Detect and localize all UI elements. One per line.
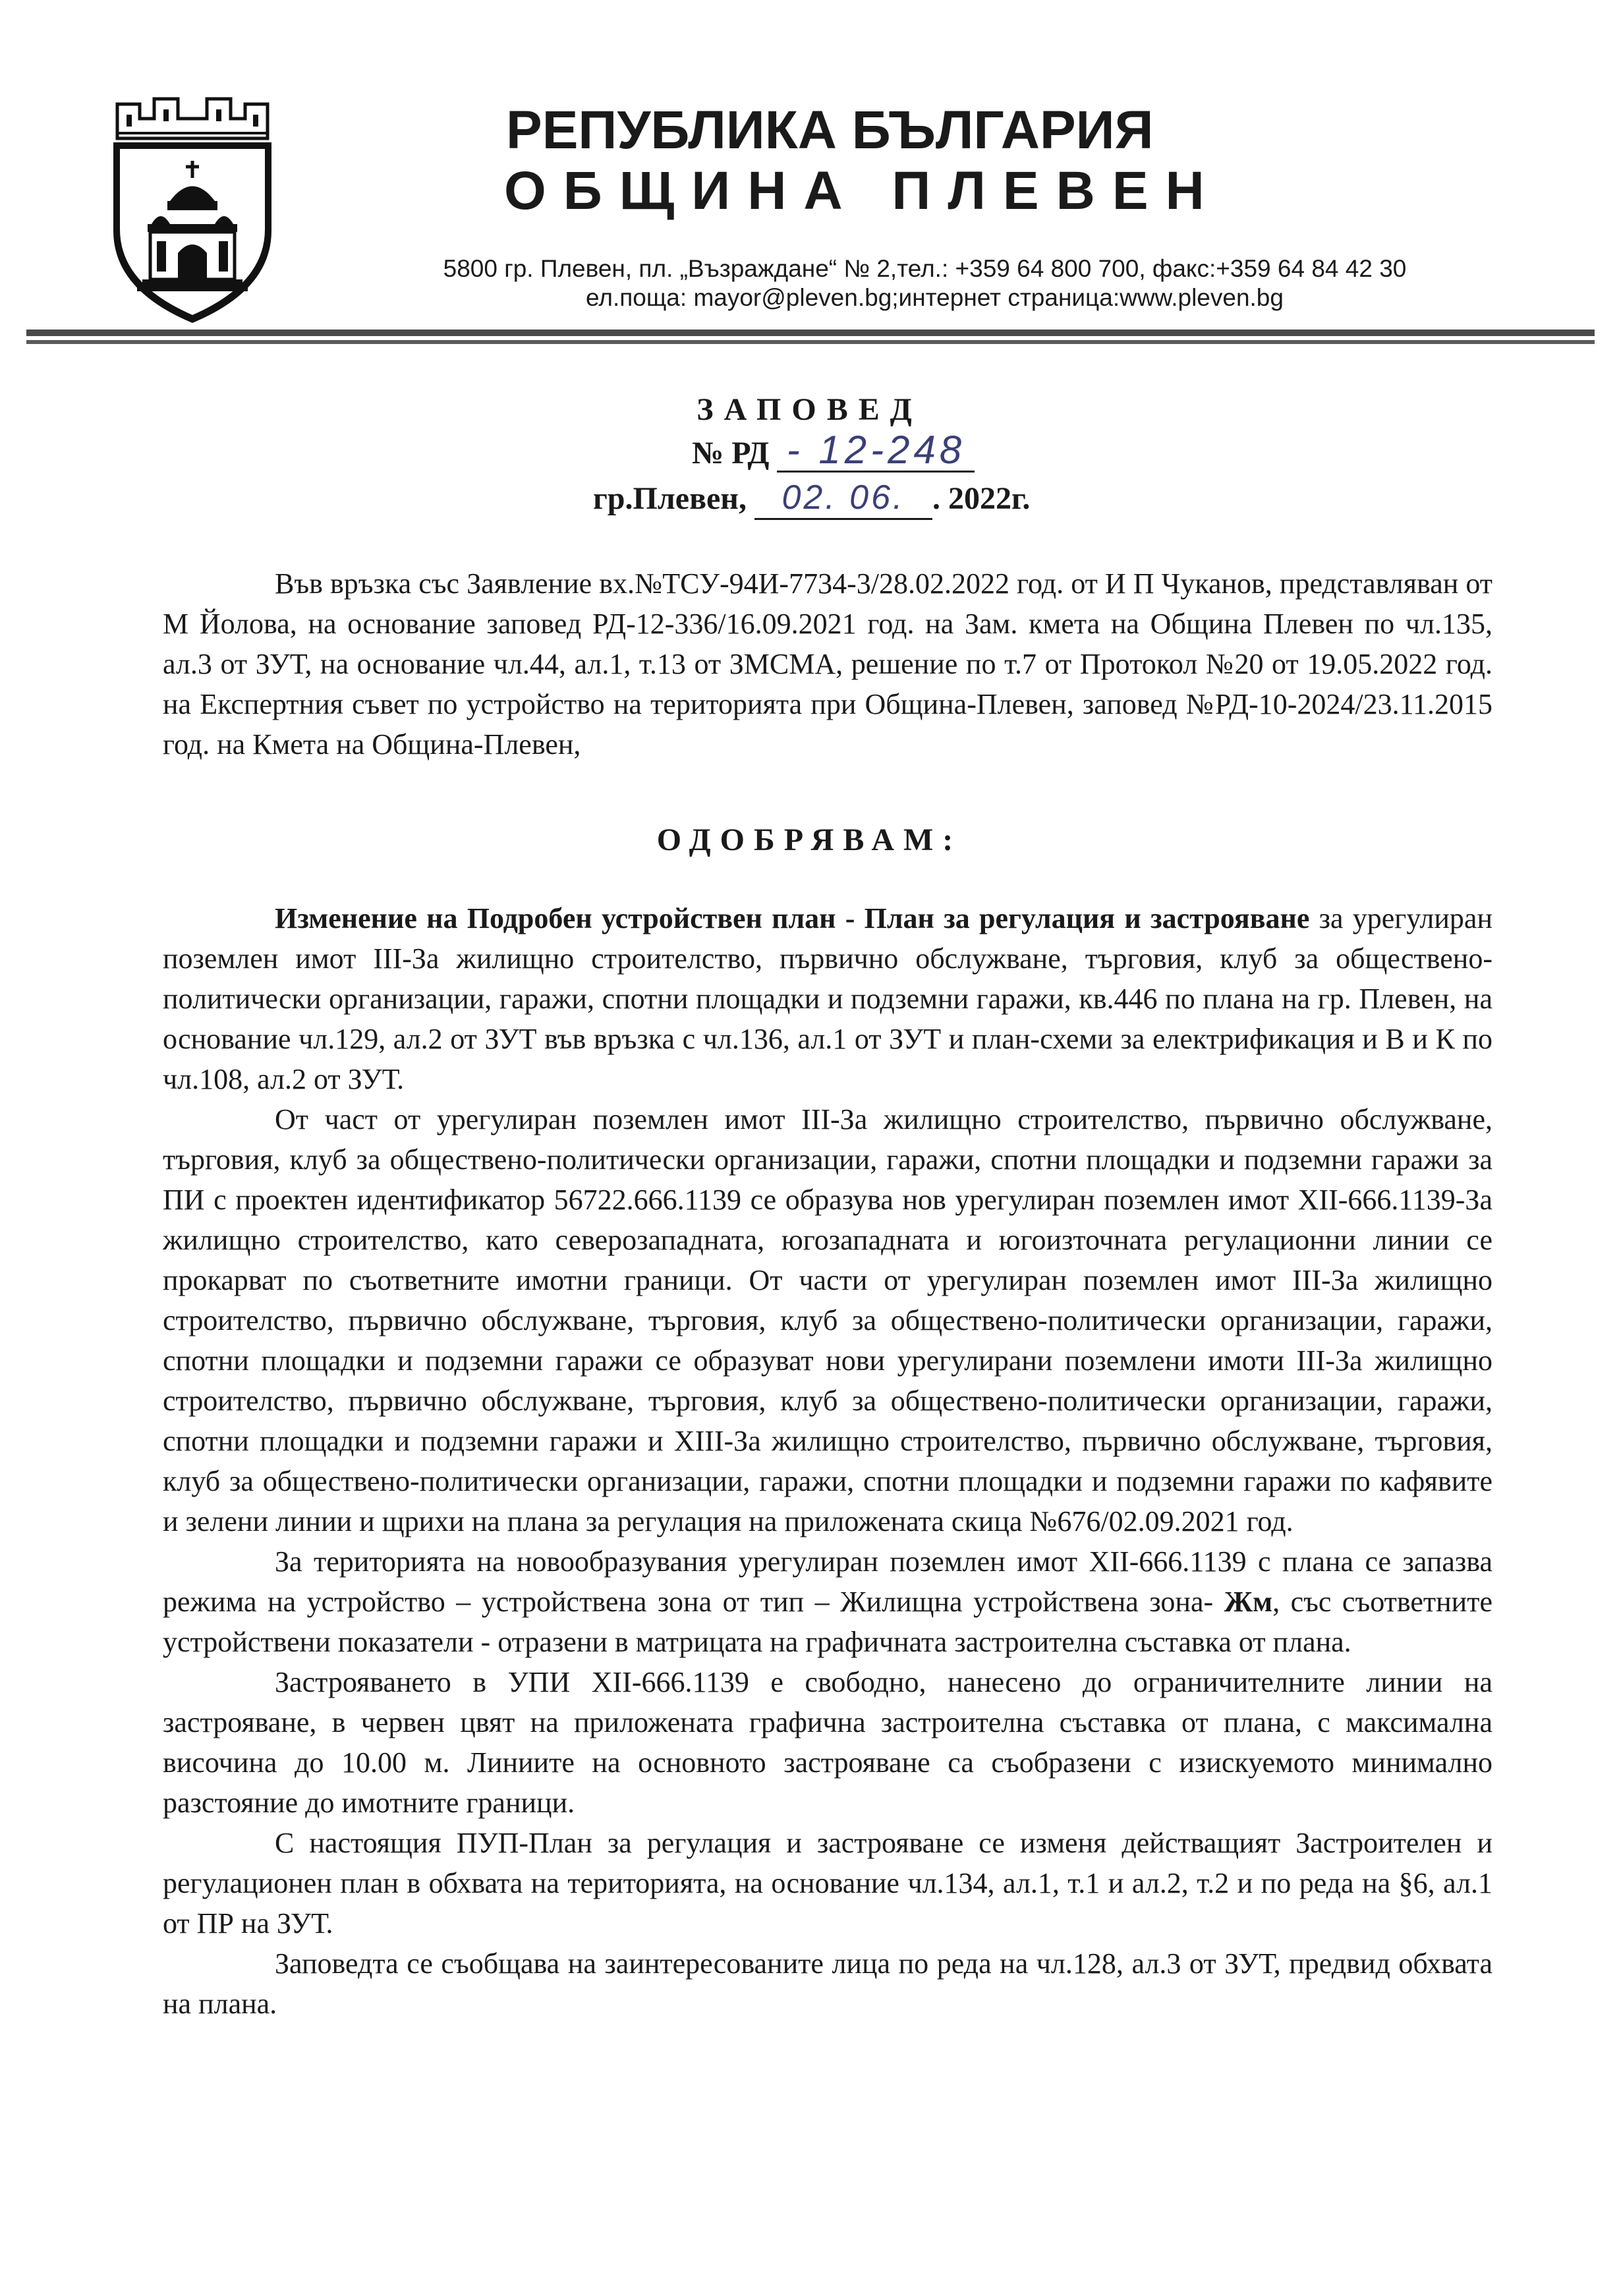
body-paragraph-4: Застрояването в УПИ XII-666.1139 е свободно, нанесено до ограничителните линии на застрояване, в червен цвят на приложената графична застроителна съставка от плана, с максимална височина до 10.00 м. Линиите на основното застрояване са съобразени с изискуемото минимално разстояние до имотните граници. [163,1666,1492,1819]
header-divider [26,330,1595,336]
header-municipality: ОБЩИНА ПЛЕВЕН [504,161,1222,221]
body-paragraph-3-text-a: За територията на новообразувания урегулиран поземлен имот XII-666.1139 с плана се запазва режима на устройство – устройствена зона от тип – Жилищна устройствена зона- [163,1545,1492,1618]
header-email-web: ел.поща: mayor@pleven.bg;интернет страница:www.pleven.bg [586,284,1284,311]
order-number-line [692,430,975,474]
body-paragraph-1 [163,898,1492,1099]
body-paragraph-3 [163,1541,1492,1662]
order-body [163,898,1492,2024]
order-number-handwritten: - 12-248 [777,430,975,473]
order-title: ЗАПОВЕД [696,392,923,427]
approve-heading: ОДОБРЯВАМ: [656,822,963,857]
header-divider-thin [26,340,1595,344]
order-date-handwritten: 02. 06. [754,477,932,520]
body-paragraph-6: Заповедта се съобщава на заинтересованите лица по реда на чл.128, ал.3 от ЗУТ, предвид обхвата на плана. [163,1947,1492,2020]
order-year: . 2022г. [932,481,1031,516]
header-address: 5800 гр. Плевен, пл. „Възраждане“ № 2,тел.: +359 64 800 700, факс:+359 64 84 42 30 [443,255,1407,282]
body-paragraph-1-bold: Изменение на Подробен устройствен план - План за регулация и застрояване [275,902,1310,934]
body-paragraph-1-text: за урегулиран поземлен имот III-За жилищно строителство, първично обслужване, търговия, клуб за обществено-политически организации, гаражи, спотни площадки и подземни гаражи, кв.446 по плана на гр. Плевен, на основание чл.129, ал.2 от ЗУТ във връзка с чл.136, ал.1 от ЗУТ и план-схеми за електрификация и В и К по чл.108, ал.2 от ЗУТ. [163,902,1492,1095]
intro-text: Във връзка със Заявление вх.№ТСУ-94И-7734-3/28.02.2022 год. от И П Чуканов, представляван от М Йолова, на основание заповед РД-12-336/16.09.2021 год. на Зам. кмета на Община Плевен по чл.135, ал.3 от ЗУТ, на основание чл.44, ал.1, т.13 от ЗМСМА, решение по т.7 от Протокол №20 от 19.05.2022 год. на Експертния съвет по устройство на територията при Община-Плевен, заповед №РД-10-2024/23.11.2015 год. на Кмета на Община-Плевен, [163,567,1492,761]
header-contact-block [0,254,1619,312]
order-number-label: № РД [692,436,770,471]
body-paragraph-3-text-b: , със съответните устройствени показатели - отразени в матрицата на графичната застроителна съставка от плана. [163,1586,1492,1658]
body-paragraph-2: От част от урегулиран поземлен имот III-За жилищно строителство, първично обслужване, търговия, клуб за обществено-политически организации, гаражи, спотни площадки и подземни гаражи за ПИ с проектен идентификатор 56722.666.1139 се образува нов урегулиран поземлен имот XII-666.1139-За жилищно строителство, като северозападната, югозападната и югоизточната регулационни линии се прокарват по съответните имотни граници. От части от урегулиран поземлен имот III-За жилищно строителство, първично обслужване, търговия, клуб за обществено-политически организации, гаражи, спотни площадки и подземни гаражи се образуват нови урегулирани поземлени имоти III-За жилищно строителство, първично обслужване, търговия, клуб за обществено-политически организации, гаражи, спотни площадки и подземни гаражи и XIII-За жилищно строителство, първично обслужване, търговия, клуб за обществено-политически организации, гаражи, спотни площадки и подземни гаражи по кафявите и зелени линии и щрихи на плана за регулация на приложената скица №676/02.09.2021 год. [163,1103,1492,1537]
body-paragraph-5: С настоящия ПУП-План за регулация и застрояване се изменя действащият Застроителен и регулационен план в обхвата на територията, на основание чл.134, ал.1, т.1 и ал.2, т.2 и по реда на §6, ал.1 от ПР на ЗУТ. [163,1827,1492,1939]
order-place-date-line [593,477,1030,520]
intro-paragraph [163,563,1492,764]
header-country: РЕПУБЛИКА БЪЛГАРИЯ [506,100,1154,160]
order-place-label: гр.Плевен, [593,481,747,516]
body-paragraph-3-bold: Жм [1224,1586,1273,1618]
